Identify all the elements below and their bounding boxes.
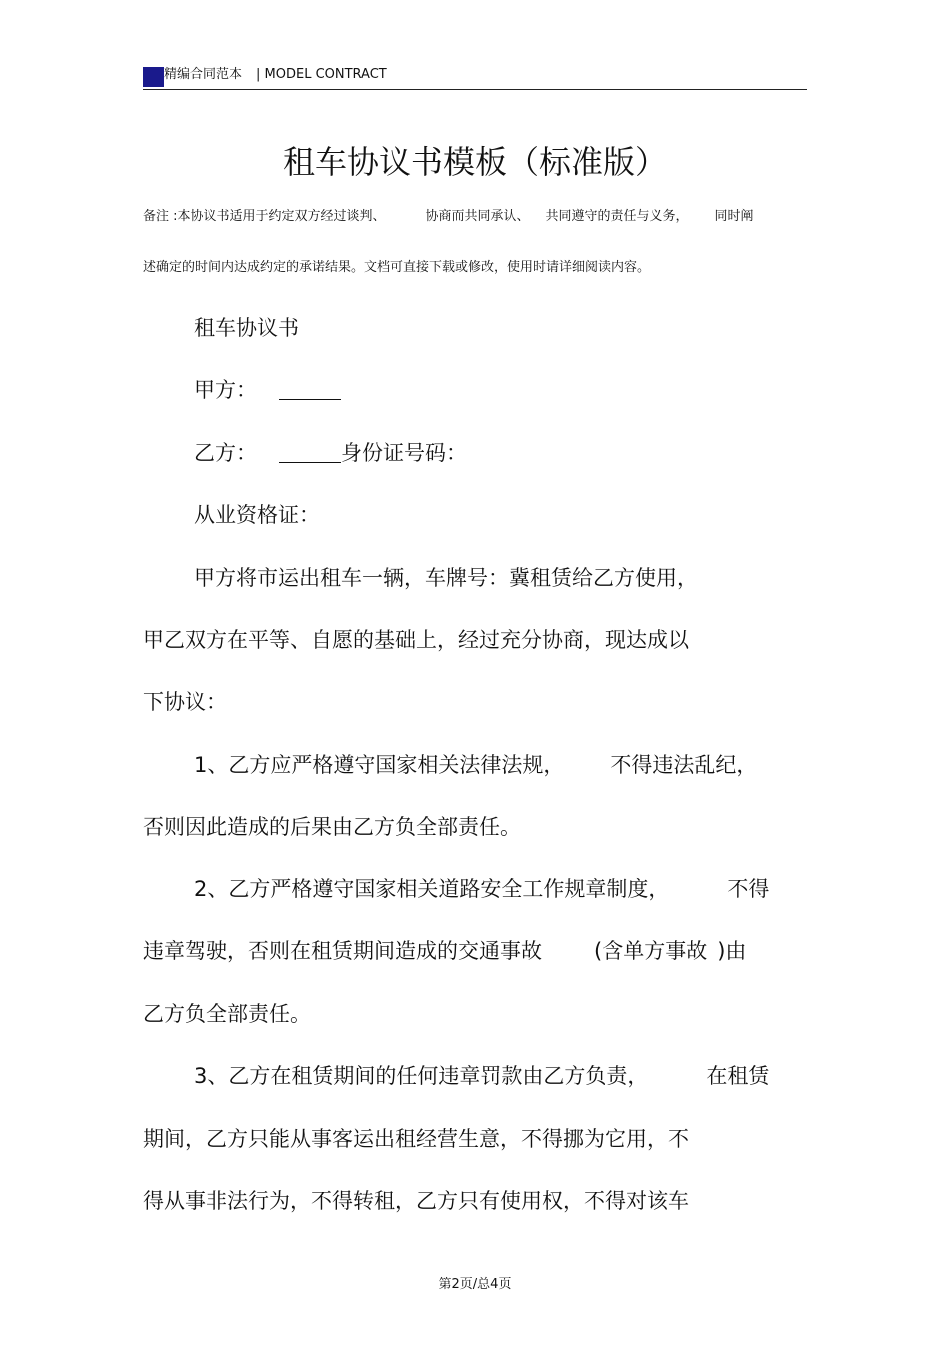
clause-3-line-3: 得从事非法行为，不得转租，乙方只有使用权，不得对该车 (143, 1189, 689, 1213)
text-seg: 2、乙方严格遵守国家相关道路安全工作规章制度， (194, 877, 670, 901)
intro-line-1: 甲方将市运出租车一辆，车牌号：冀租赁给乙方使用， (194, 566, 698, 590)
note-seg: 同时阐 (714, 209, 754, 224)
text-seg: )由 (717, 939, 747, 963)
text-seg: 不得 (727, 877, 770, 901)
page-header (143, 62, 807, 90)
clause-2-line-2 (143, 937, 746, 965)
document-title: 租车协议书模板（标准版） (282, 143, 667, 181)
clause-2-line-1 (194, 875, 769, 903)
clause-3-line-2: 期间，乙方只能从事客运出租经营生意，不得挪为它用，不 (143, 1127, 689, 1151)
party-b-label: 乙方： (194, 441, 257, 465)
page-number: 第2页/总4页 (438, 1277, 512, 1292)
body-heading: 租车协议书 (194, 316, 299, 340)
note-seg: 备注 :本协议书适用于约定双方经过谈判、 (143, 209, 386, 224)
text-seg: (含单方事故 (594, 939, 708, 963)
clause-2-line-3: 乙方负全部责任。 (143, 1002, 311, 1026)
header-right: | MODEL CONTRACT (256, 67, 387, 82)
header-text (164, 67, 387, 83)
text-seg: 3、乙方在租赁期间的任何违章罚款由乙方负责， (194, 1064, 649, 1088)
clause-1-line-2: 否则因此造成的后果由乙方负全部责任。 (143, 815, 521, 839)
header-left: 精编合同范本 (164, 67, 243, 82)
note-seg: 协商而共同承认、 (425, 209, 530, 224)
party-b-line (194, 439, 467, 467)
intro-line-3: 下协议： (143, 690, 227, 714)
party-a-line (194, 376, 341, 404)
note-line-1 (143, 208, 754, 226)
clause-3-line-1 (194, 1062, 769, 1090)
note-seg: 共同遵守的责任与义务， (545, 209, 689, 224)
license-label: 从业资格证： (194, 503, 320, 527)
text-seg: 违章驾驶，否则在租赁期间造成的交通事故 (143, 939, 542, 963)
text-seg: 在租赁 (706, 1064, 770, 1088)
note-line-2: 述确定的时间内达成约定的承诺结果。文档可直接下载或修改，使用时请详细阅读内容。 (143, 260, 651, 275)
party-b-blank (279, 442, 341, 463)
intro-line-2: 甲乙双方在平等、自愿的基础上，经过充分协商，现达成以 (143, 628, 689, 652)
clause-1-line-1 (194, 751, 757, 779)
text-seg: 不得违法乱纪， (610, 753, 758, 777)
logo-square-icon (143, 67, 164, 87)
party-a-blank (279, 379, 341, 400)
text-seg: 1、乙方应严格遵守国家相关法律法规， (194, 753, 565, 777)
id-label: 身份证号码： (341, 441, 467, 465)
party-a-label: 甲方： (194, 378, 257, 402)
